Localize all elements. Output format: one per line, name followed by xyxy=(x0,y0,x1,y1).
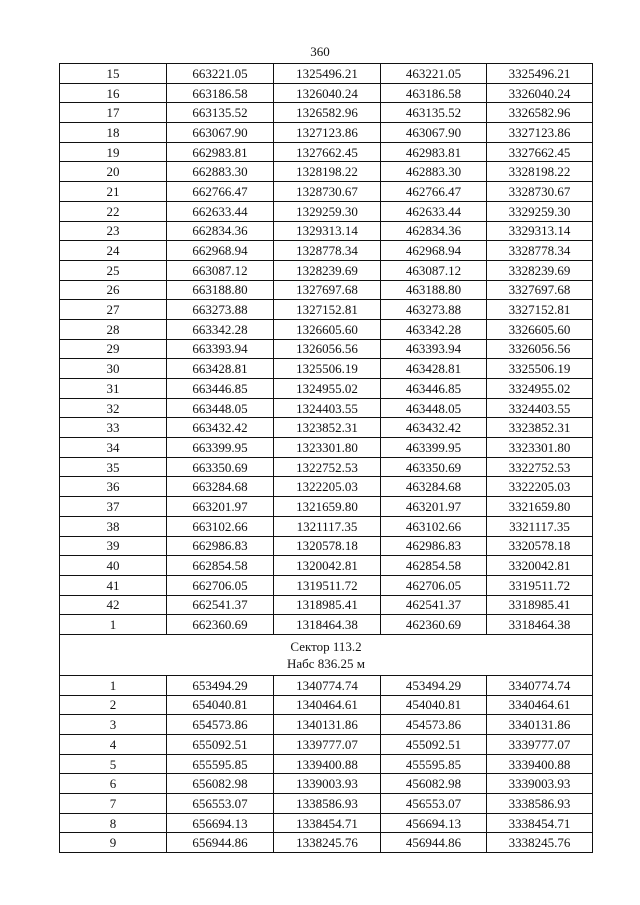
coord-y2-cell: 3338454.71 xyxy=(487,813,593,833)
table-row xyxy=(60,103,593,123)
coord-y2-cell: 3340774.74 xyxy=(487,675,593,695)
coord-y-cell: 1338245.76 xyxy=(274,833,381,853)
coord-y2-cell: 3319511.72 xyxy=(487,575,593,595)
coord-x-cell: 663067.90 xyxy=(167,123,274,143)
coord-y-cell: 1319511.72 xyxy=(274,575,381,595)
coord-x-cell: 663087.12 xyxy=(167,260,274,280)
coord-x-cell: 662706.05 xyxy=(167,575,274,595)
coord-x2-cell: 454040.81 xyxy=(381,695,487,715)
coord-y-cell: 1340464.61 xyxy=(274,695,381,715)
coord-y2-cell: 3324403.55 xyxy=(487,398,593,418)
table-row xyxy=(60,536,593,556)
coord-y2-cell: 3338245.76 xyxy=(487,833,593,853)
coord-x2-cell: 462541.37 xyxy=(381,595,487,615)
coord-x-cell: 655092.51 xyxy=(167,735,274,755)
point-number-cell: 35 xyxy=(60,457,167,477)
table-row xyxy=(60,182,593,202)
coord-x-cell: 662968.94 xyxy=(167,241,274,261)
coord-y-cell: 1339777.07 xyxy=(274,735,381,755)
coord-y2-cell: 3340131.86 xyxy=(487,715,593,735)
coord-y-cell: 1338454.71 xyxy=(274,813,381,833)
point-number-cell: 1 xyxy=(60,615,167,635)
point-number-cell: 19 xyxy=(60,142,167,162)
coord-y2-cell: 3339777.07 xyxy=(487,735,593,755)
point-number-cell: 40 xyxy=(60,556,167,576)
coord-y-cell: 1322752.53 xyxy=(274,457,381,477)
table-row xyxy=(60,438,593,458)
coord-y2-cell: 3328730.67 xyxy=(487,182,593,202)
table-row xyxy=(60,162,593,182)
table-row xyxy=(60,715,593,735)
point-number-cell: 36 xyxy=(60,477,167,497)
table-row xyxy=(60,280,593,300)
coord-x-cell: 662854.58 xyxy=(167,556,274,576)
coord-x-cell: 653494.29 xyxy=(167,675,274,695)
coord-x-cell: 656944.86 xyxy=(167,833,274,853)
table-row xyxy=(60,774,593,794)
coord-y-cell: 1324403.55 xyxy=(274,398,381,418)
coord-x2-cell: 456944.86 xyxy=(381,833,487,853)
point-number-cell: 38 xyxy=(60,516,167,536)
coord-x2-cell: 463135.52 xyxy=(381,103,487,123)
point-number-cell: 42 xyxy=(60,595,167,615)
table-row xyxy=(60,477,593,497)
coord-y2-cell: 3318985.41 xyxy=(487,595,593,615)
table-row xyxy=(60,398,593,418)
coord-y2-cell: 3340464.61 xyxy=(487,695,593,715)
coord-y-cell: 1327123.86 xyxy=(274,123,381,143)
coord-y-cell: 1326582.96 xyxy=(274,103,381,123)
table-row xyxy=(60,83,593,103)
coord-y2-cell: 3339400.88 xyxy=(487,754,593,774)
point-number-cell: 34 xyxy=(60,438,167,458)
coord-x-cell: 654573.86 xyxy=(167,715,274,735)
table-row xyxy=(60,221,593,241)
coord-y2-cell: 3338586.93 xyxy=(487,794,593,814)
coord-x2-cell: 463087.12 xyxy=(381,260,487,280)
coord-x2-cell: 463273.88 xyxy=(381,300,487,320)
coord-x-cell: 663446.85 xyxy=(167,379,274,399)
table-row xyxy=(60,575,593,595)
table-row xyxy=(60,794,593,814)
table-row xyxy=(60,359,593,379)
section-title: Сектор 113.2 xyxy=(290,638,362,654)
table-row xyxy=(60,695,593,715)
coord-y2-cell: 3326056.56 xyxy=(487,339,593,359)
coord-x-cell: 655595.85 xyxy=(167,754,274,774)
table-row xyxy=(60,516,593,536)
table-row xyxy=(60,260,593,280)
coordinates-table-body xyxy=(60,64,593,853)
coord-x-cell: 663201.97 xyxy=(167,497,274,517)
point-number-cell: 18 xyxy=(60,123,167,143)
coord-x-cell: 663188.80 xyxy=(167,280,274,300)
coord-x-cell: 663432.42 xyxy=(167,418,274,438)
coord-x-cell: 662766.47 xyxy=(167,182,274,202)
table-row xyxy=(60,675,593,695)
table-row xyxy=(60,241,593,261)
coord-y2-cell: 3327123.86 xyxy=(487,123,593,143)
coord-x2-cell: 456694.13 xyxy=(381,813,487,833)
table-row xyxy=(60,595,593,615)
table-row xyxy=(60,300,593,320)
point-number-cell: 7 xyxy=(60,794,167,814)
coord-y2-cell: 3328778.34 xyxy=(487,241,593,261)
coord-x2-cell: 463399.95 xyxy=(381,438,487,458)
section-subtitle: Набс 836.25 м xyxy=(286,655,366,671)
point-number-cell: 3 xyxy=(60,715,167,735)
coord-x2-cell: 462834.36 xyxy=(381,221,487,241)
point-number-cell: 41 xyxy=(60,575,167,595)
coord-x2-cell: 463393.94 xyxy=(381,339,487,359)
coord-x2-cell: 463432.42 xyxy=(381,418,487,438)
coord-x-cell: 662633.44 xyxy=(167,201,274,221)
point-number-cell: 32 xyxy=(60,398,167,418)
point-number-cell: 8 xyxy=(60,813,167,833)
coord-x2-cell: 463201.97 xyxy=(381,497,487,517)
coord-y-cell: 1339003.93 xyxy=(274,774,381,794)
point-number-cell: 27 xyxy=(60,300,167,320)
point-number-cell: 23 xyxy=(60,221,167,241)
coord-y2-cell: 3329313.14 xyxy=(487,221,593,241)
coord-x-cell: 656694.13 xyxy=(167,813,274,833)
coord-x-cell: 663448.05 xyxy=(167,398,274,418)
coord-x2-cell: 462766.47 xyxy=(381,182,487,202)
coord-x2-cell: 463186.58 xyxy=(381,83,487,103)
table-row xyxy=(60,123,593,143)
coord-x2-cell: 454573.86 xyxy=(381,715,487,735)
coord-x2-cell: 463188.80 xyxy=(381,280,487,300)
table-row xyxy=(60,379,593,399)
coord-x2-cell: 463102.66 xyxy=(381,516,487,536)
coord-y-cell: 1323852.31 xyxy=(274,418,381,438)
coord-x2-cell: 462968.94 xyxy=(381,241,487,261)
coord-x-cell: 654040.81 xyxy=(167,695,274,715)
coordinates-table xyxy=(59,63,593,853)
point-number-cell: 16 xyxy=(60,83,167,103)
coord-x2-cell: 462706.05 xyxy=(381,575,487,595)
point-number-cell: 25 xyxy=(60,260,167,280)
section-header-row xyxy=(60,634,593,675)
coord-x-cell: 663221.05 xyxy=(167,64,274,84)
coord-x-cell: 663342.28 xyxy=(167,319,274,339)
point-number-cell: 29 xyxy=(60,339,167,359)
coord-x2-cell: 462854.58 xyxy=(381,556,487,576)
table-row xyxy=(60,813,593,833)
coord-y2-cell: 3339003.93 xyxy=(487,774,593,794)
coord-y2-cell: 3328239.69 xyxy=(487,260,593,280)
coord-y-cell: 1326056.56 xyxy=(274,339,381,359)
coord-x2-cell: 462986.83 xyxy=(381,536,487,556)
coord-x-cell: 663428.81 xyxy=(167,359,274,379)
coord-y2-cell: 3329259.30 xyxy=(487,201,593,221)
coord-y2-cell: 3323852.31 xyxy=(487,418,593,438)
section-header xyxy=(60,634,593,675)
coord-y2-cell: 3325506.19 xyxy=(487,359,593,379)
coord-y2-cell: 3321659.80 xyxy=(487,497,593,517)
point-number-cell: 5 xyxy=(60,754,167,774)
table-row xyxy=(60,142,593,162)
coord-y-cell: 1322205.03 xyxy=(274,477,381,497)
point-number-cell: 1 xyxy=(60,675,167,695)
coord-x-cell: 663399.95 xyxy=(167,438,274,458)
coord-y-cell: 1326605.60 xyxy=(274,319,381,339)
coord-x-cell: 656082.98 xyxy=(167,774,274,794)
coord-y-cell: 1318464.38 xyxy=(274,615,381,635)
coord-y-cell: 1329259.30 xyxy=(274,201,381,221)
coord-x2-cell: 463221.05 xyxy=(381,64,487,84)
coord-y-cell: 1328198.22 xyxy=(274,162,381,182)
point-number-cell: 6 xyxy=(60,774,167,794)
point-number-cell: 20 xyxy=(60,162,167,182)
coord-y2-cell: 3321117.35 xyxy=(487,516,593,536)
page-number: 360 xyxy=(310,44,330,59)
coord-y-cell: 1320042.81 xyxy=(274,556,381,576)
coord-y2-cell: 3322205.03 xyxy=(487,477,593,497)
coord-x2-cell: 456553.07 xyxy=(381,794,487,814)
coord-y-cell: 1321117.35 xyxy=(274,516,381,536)
coord-y2-cell: 3327662.45 xyxy=(487,142,593,162)
coord-x2-cell: 462983.81 xyxy=(381,142,487,162)
coord-x-cell: 663393.94 xyxy=(167,339,274,359)
table-row xyxy=(60,319,593,339)
table-row xyxy=(60,418,593,438)
coord-x2-cell: 455092.51 xyxy=(381,735,487,755)
coord-x2-cell: 456082.98 xyxy=(381,774,487,794)
coord-y-cell: 1328239.69 xyxy=(274,260,381,280)
coord-y2-cell: 3323301.80 xyxy=(487,438,593,458)
point-number-cell: 2 xyxy=(60,695,167,715)
coord-x-cell: 662883.30 xyxy=(167,162,274,182)
coord-y-cell: 1321659.80 xyxy=(274,497,381,517)
coord-y-cell: 1318985.41 xyxy=(274,595,381,615)
coord-y-cell: 1325506.19 xyxy=(274,359,381,379)
coord-x-cell: 662360.69 xyxy=(167,615,274,635)
table-row xyxy=(60,64,593,84)
coord-x-cell: 663186.58 xyxy=(167,83,274,103)
point-number-cell: 37 xyxy=(60,497,167,517)
coord-x2-cell: 463067.90 xyxy=(381,123,487,143)
coord-x2-cell: 462883.30 xyxy=(381,162,487,182)
coord-x2-cell: 463446.85 xyxy=(381,379,487,399)
coord-y-cell: 1327662.45 xyxy=(274,142,381,162)
coord-x-cell: 662541.37 xyxy=(167,595,274,615)
coord-y-cell: 1328730.67 xyxy=(274,182,381,202)
coord-x-cell: 663135.52 xyxy=(167,103,274,123)
coord-y-cell: 1329313.14 xyxy=(274,221,381,241)
coord-x-cell: 662834.36 xyxy=(167,221,274,241)
coord-y-cell: 1326040.24 xyxy=(274,83,381,103)
coord-y2-cell: 3320578.18 xyxy=(487,536,593,556)
coord-y-cell: 1340131.86 xyxy=(274,715,381,735)
coord-x2-cell: 462360.69 xyxy=(381,615,487,635)
coord-x-cell: 663350.69 xyxy=(167,457,274,477)
table-row xyxy=(60,833,593,853)
table-row xyxy=(60,457,593,477)
table-row xyxy=(60,754,593,774)
coord-y-cell: 1325496.21 xyxy=(274,64,381,84)
point-number-cell: 4 xyxy=(60,735,167,755)
point-number-cell: 39 xyxy=(60,536,167,556)
coord-y2-cell: 3327152.81 xyxy=(487,300,593,320)
coord-y-cell: 1324955.02 xyxy=(274,379,381,399)
coord-y-cell: 1320578.18 xyxy=(274,536,381,556)
coord-y-cell: 1328778.34 xyxy=(274,241,381,261)
coord-x2-cell: 455595.85 xyxy=(381,754,487,774)
coord-y2-cell: 3318464.38 xyxy=(487,615,593,635)
coord-x-cell: 663284.68 xyxy=(167,477,274,497)
coord-y-cell: 1339400.88 xyxy=(274,754,381,774)
point-number-cell: 17 xyxy=(60,103,167,123)
coord-x2-cell: 463428.81 xyxy=(381,359,487,379)
table-row xyxy=(60,556,593,576)
coord-y2-cell: 3326582.96 xyxy=(487,103,593,123)
point-number-cell: 24 xyxy=(60,241,167,261)
coord-y2-cell: 3325496.21 xyxy=(487,64,593,84)
coord-y-cell: 1327152.81 xyxy=(274,300,381,320)
point-number-cell: 15 xyxy=(60,64,167,84)
coord-y2-cell: 3320042.81 xyxy=(487,556,593,576)
coord-y-cell: 1338586.93 xyxy=(274,794,381,814)
coord-x-cell: 656553.07 xyxy=(167,794,274,814)
table-row xyxy=(60,339,593,359)
coord-y2-cell: 3326040.24 xyxy=(487,83,593,103)
coord-x2-cell: 453494.29 xyxy=(381,675,487,695)
coord-x2-cell: 462633.44 xyxy=(381,201,487,221)
coord-x2-cell: 463350.69 xyxy=(381,457,487,477)
coord-x-cell: 663102.66 xyxy=(167,516,274,536)
point-number-cell: 21 xyxy=(60,182,167,202)
table-row xyxy=(60,735,593,755)
coord-x-cell: 663273.88 xyxy=(167,300,274,320)
point-number-cell: 28 xyxy=(60,319,167,339)
coord-x2-cell: 463448.05 xyxy=(381,398,487,418)
coord-y2-cell: 3327697.68 xyxy=(487,280,593,300)
point-number-cell: 33 xyxy=(60,418,167,438)
point-number-cell: 22 xyxy=(60,201,167,221)
coord-y2-cell: 3326605.60 xyxy=(487,319,593,339)
coord-x2-cell: 463284.68 xyxy=(381,477,487,497)
coord-x-cell: 662983.81 xyxy=(167,142,274,162)
point-number-cell: 30 xyxy=(60,359,167,379)
point-number-cell: 31 xyxy=(60,379,167,399)
coord-y2-cell: 3324955.02 xyxy=(487,379,593,399)
coord-y-cell: 1340774.74 xyxy=(274,675,381,695)
point-number-cell: 26 xyxy=(60,280,167,300)
coord-x-cell: 662986.83 xyxy=(167,536,274,556)
coord-y-cell: 1327697.68 xyxy=(274,280,381,300)
table-row xyxy=(60,615,593,635)
coord-y2-cell: 3328198.22 xyxy=(487,162,593,182)
coord-x2-cell: 463342.28 xyxy=(381,319,487,339)
coord-y2-cell: 3322752.53 xyxy=(487,457,593,477)
table-row xyxy=(60,497,593,517)
coord-y-cell: 1323301.80 xyxy=(274,438,381,458)
point-number-cell: 9 xyxy=(60,833,167,853)
table-row xyxy=(60,201,593,221)
